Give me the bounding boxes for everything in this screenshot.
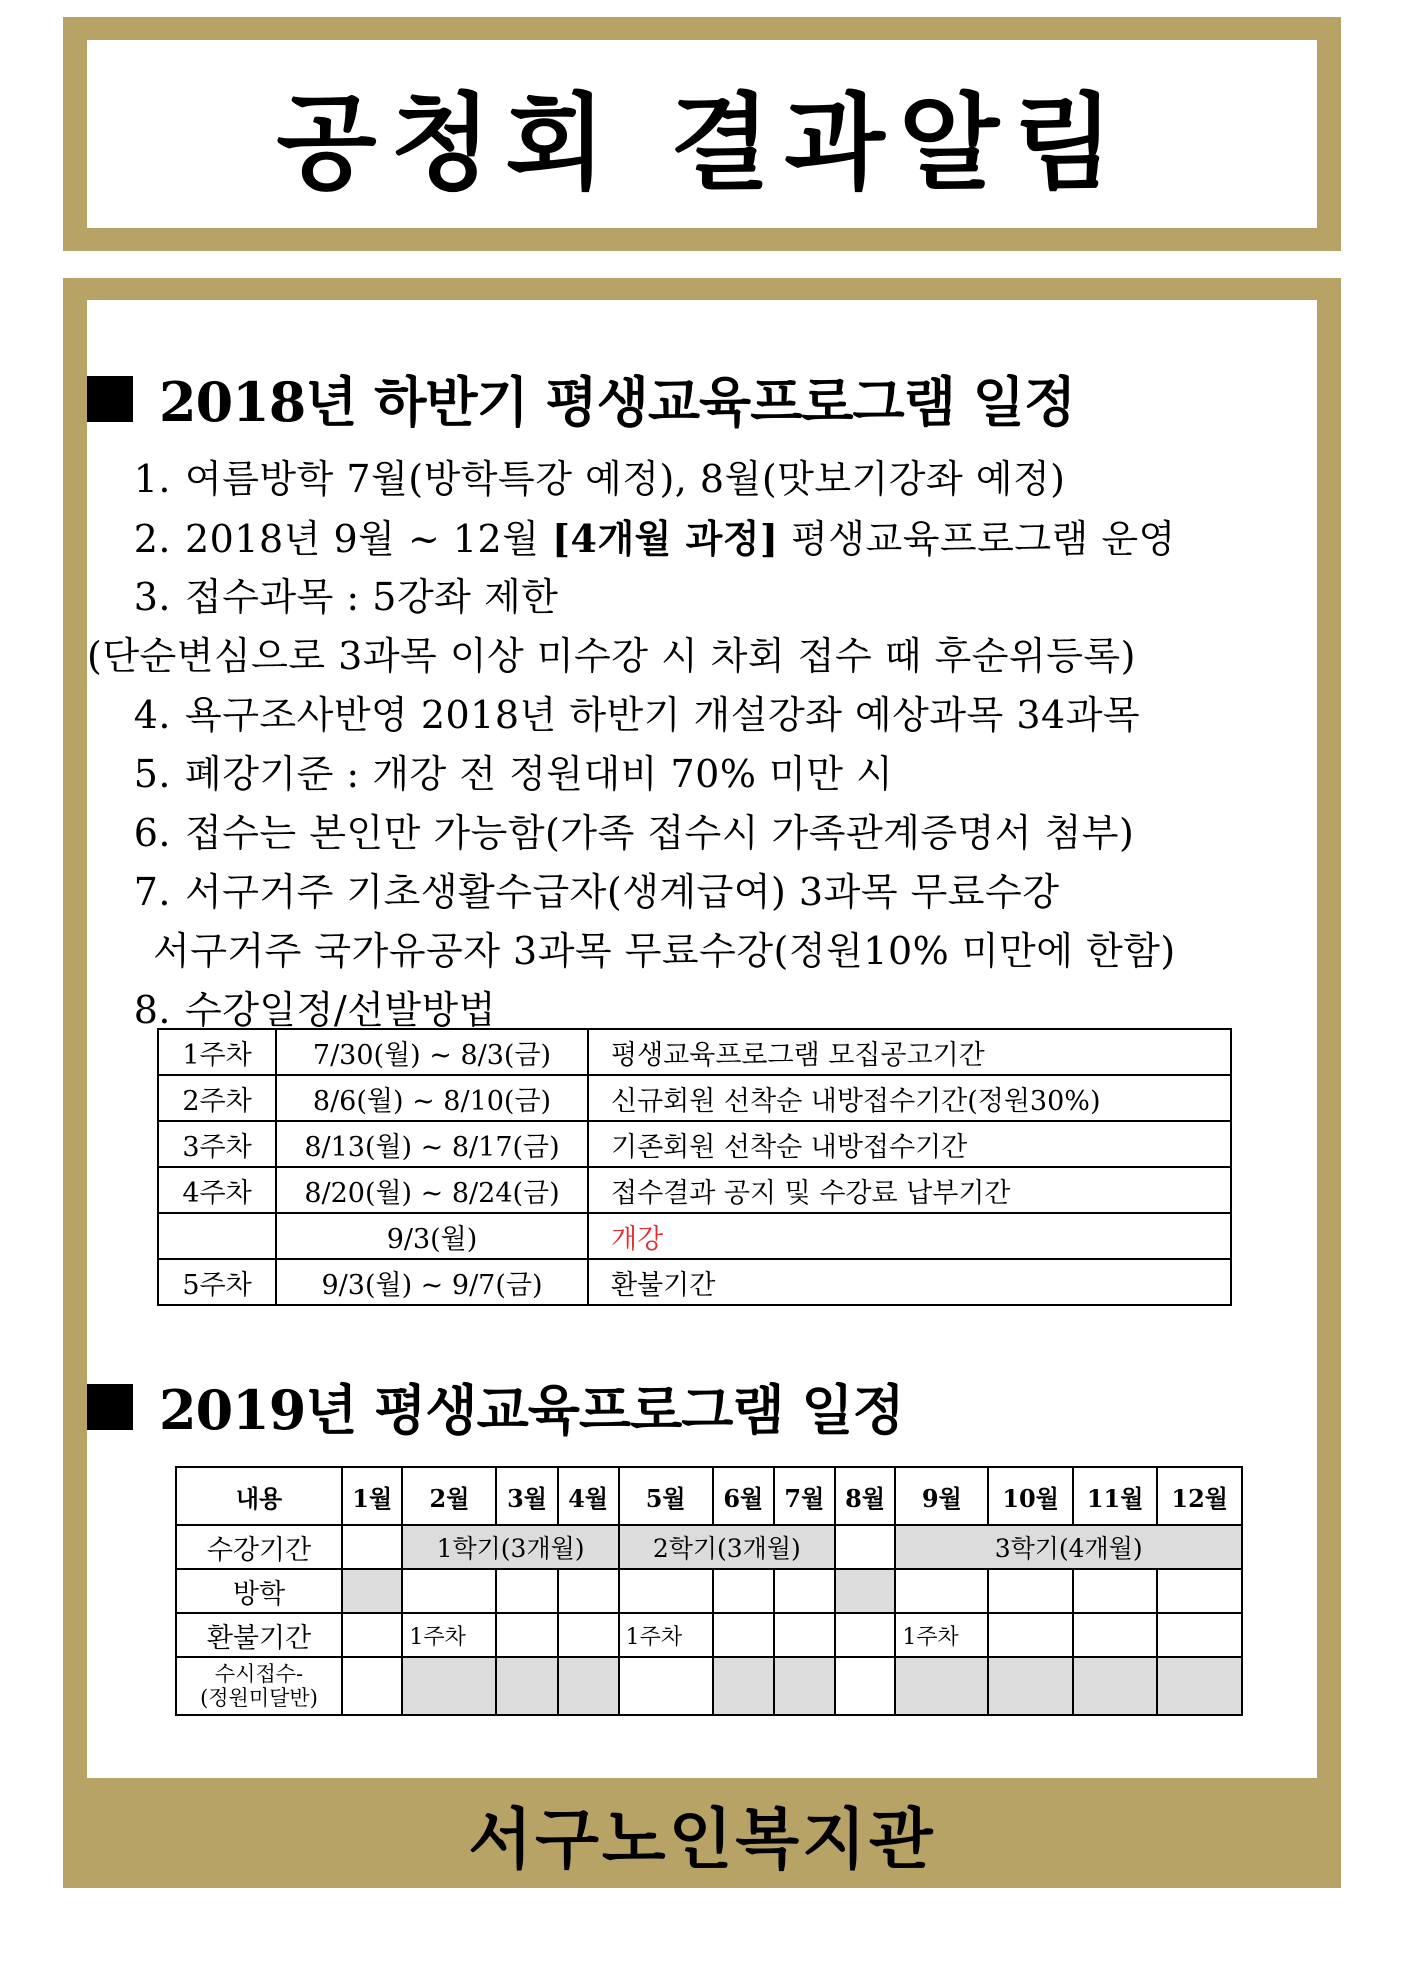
square-bullet-icon (87, 1384, 133, 1430)
list-item: 3. 접수과목 : 5강좌 제한 (133, 575, 559, 619)
page-title: 공청회 결과알림 (276, 81, 1128, 204)
list-item: 7. 서구거주 기초생활수급자(생계급여) 3과목 무료수강 (133, 870, 1060, 914)
list-item: 1. 여름방학 7월(방학특강 예정), 8월(맛보기강좌 예정) (133, 457, 1066, 501)
table-row: 9/3(월) 개강 (158, 1213, 1231, 1259)
term2-cell: 2학기(3개월) (619, 1525, 835, 1569)
table-row: 2주차 8/6(월) ~ 8/10(금) 신규회원 선착순 내방접수기간(정원30%) (158, 1075, 1231, 1121)
list-item-note: (단순변심으로 3과목 이상 미수강 시 차회 접수 때 후순위등록) (87, 634, 1136, 678)
section1-title: 2018년 하반기 평생교육프로그램 일정 (159, 370, 1075, 434)
main-frame (63, 278, 1341, 1888)
list-item: 5. 폐강기준 : 개강 전 정원대비 70% 미만 시 (133, 752, 894, 796)
schedule-2019-table (175, 1466, 1243, 1716)
table-row-refund: 환불기간 1주차 1주차 1주차 (176, 1613, 1242, 1657)
table-row: 3주차 8/13(월) ~ 8/17(금) 기존회원 선착순 내방접수기간 (158, 1121, 1231, 1167)
table-row-rolling: 수시접수- (정원미달반) (176, 1657, 1242, 1715)
table-row-vacation: 방학 (176, 1569, 1242, 1613)
list-item: 4. 욕구조사반영 2018년 하반기 개설강좌 예상과목 34과목 (133, 693, 1141, 737)
organization-name: 서구노인복지관 (468, 1799, 936, 1878)
title-frame (63, 17, 1341, 251)
title-box (87, 40, 1317, 228)
table-row-course: 수강기간 1학기(3개월) 2학기(3개월) 3학기(4개월) (176, 1525, 1242, 1569)
table-row: 5주차 9/3(월) ~ 9/7(금) 환불기간 (158, 1259, 1231, 1305)
list-item-continuation: 서구거주 국가유공자 3과목 무료수강(정원10% 미만에 한함) (153, 929, 1176, 973)
list-item: 8. 수강일정/선발방법 (133, 988, 496, 1032)
list-item: 6. 접수는 본인만 가능함(가족 접수시 가족관계증명서 첨부) (133, 811, 1135, 855)
section1-heading (87, 360, 1075, 437)
opening-label: 개강 (588, 1213, 1231, 1259)
table-row: 1주차 7/30(월) ~ 8/3(금) 평생교육프로그램 모집공고기간 (158, 1029, 1231, 1075)
schedule-2018-table (157, 1028, 1232, 1306)
section2-heading (87, 1368, 904, 1445)
list-item: 2. 2018년 9월 ~ 12월 [4개월 과정] 평생교육프로그램 운영 (133, 516, 1176, 561)
square-bullet-icon (87, 376, 133, 422)
main-content (87, 300, 1317, 1778)
table-row: 4주차 8/20(월) ~ 8/24(금) 접수결과 공지 및 수강료 납부기간 (158, 1167, 1231, 1213)
section1-list (87, 450, 1317, 1040)
term1-cell: 1학기(3개월) (402, 1525, 618, 1569)
term3-cell: 3학기(4개월) (895, 1525, 1242, 1569)
section2-title: 2019년 평생교육프로그램 일정 (159, 1378, 904, 1442)
footer (63, 1778, 1341, 1888)
table-header-row: 내용 1월 2월 3월 4월 5월 6월 7월 8월 9월 10월 11월 12월 (176, 1467, 1242, 1525)
